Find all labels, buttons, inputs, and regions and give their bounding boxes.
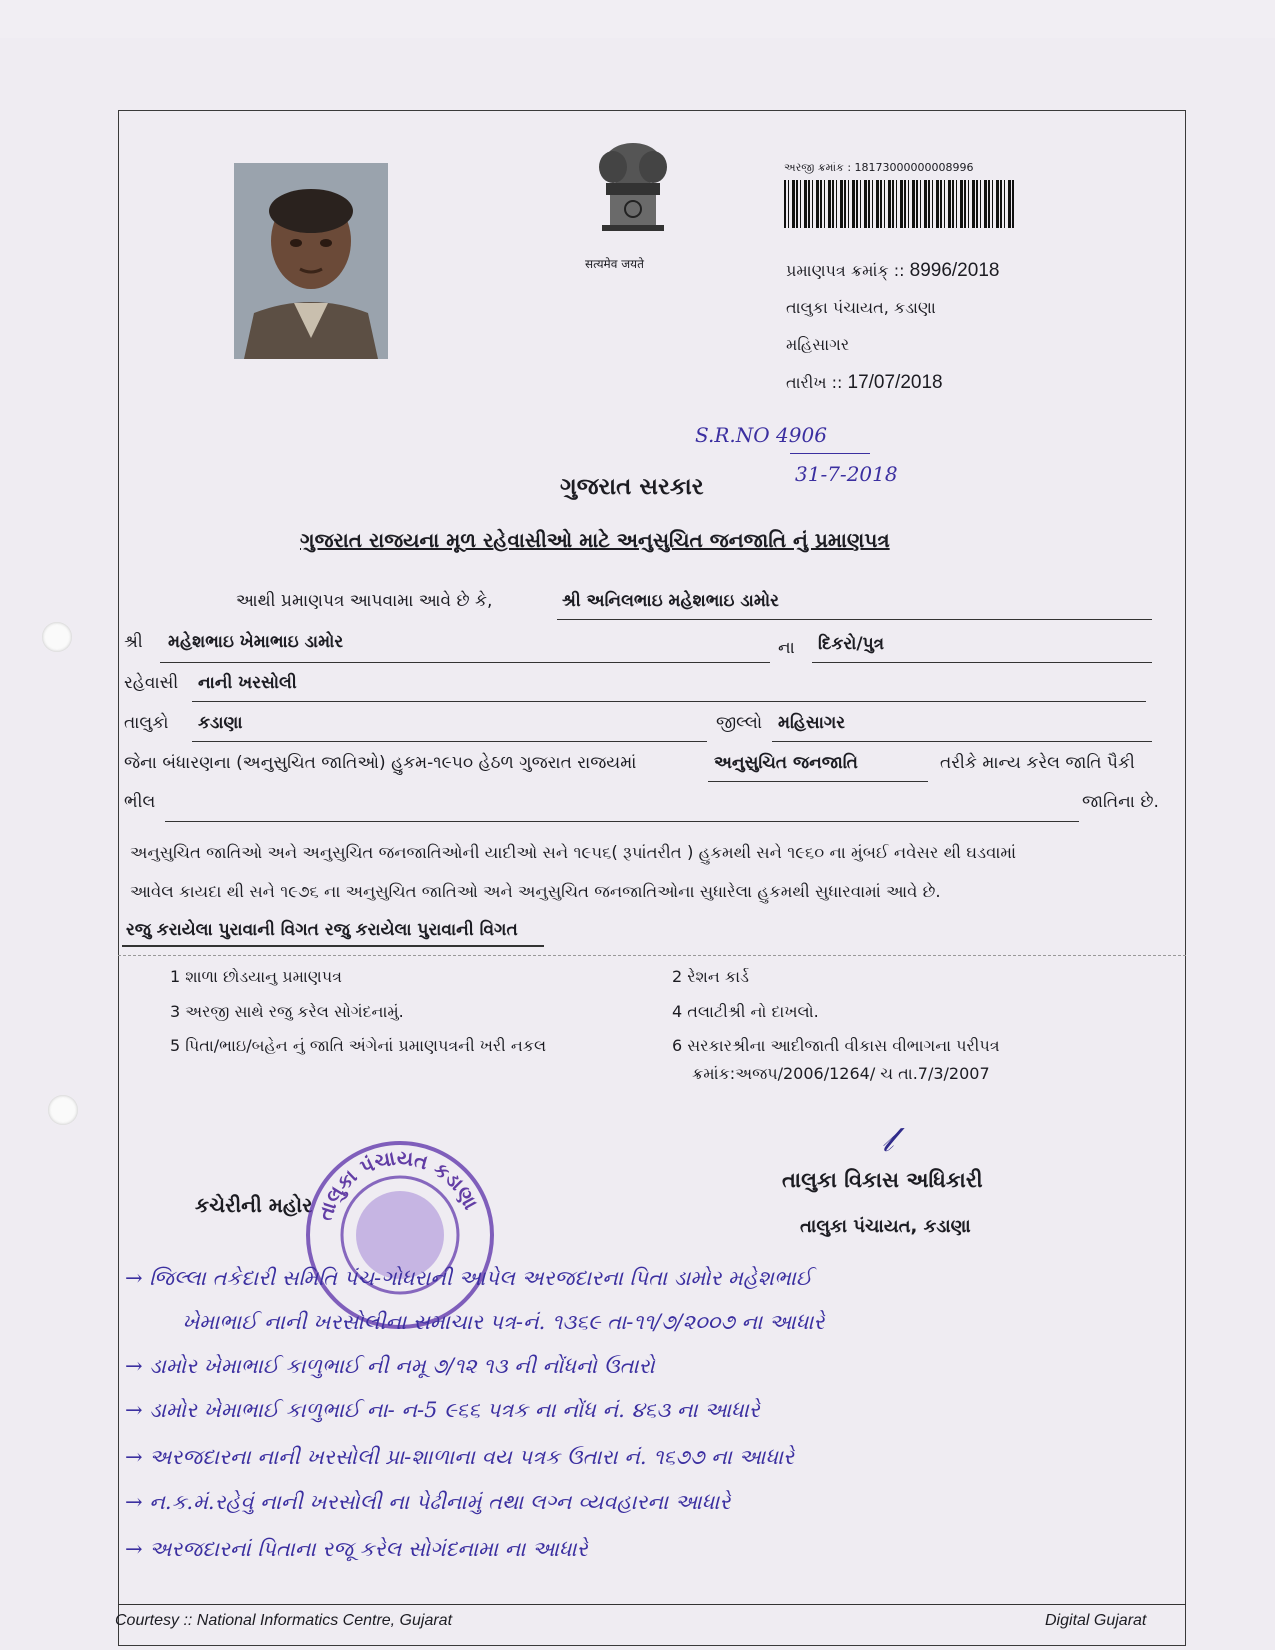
application-number [784, 161, 974, 175]
handwritten-remark: ખેમાભાઈ નાની ખરસોલીના સમાચાર પત્ર-નં. ૧૩૬૯ તા-૧૧/૭/૨૦૦૭ ના આધારે [182, 1310, 825, 1334]
issue-date-label: તારીખ :: [786, 373, 843, 392]
office-seal-label: કચેરીની મહોર [195, 1193, 313, 1217]
issue-date [786, 372, 943, 394]
taluka-value: કડાણા [198, 713, 243, 733]
shri-label: શ્રી [124, 632, 143, 652]
handwritten-remark: → જિલ્લા તકેદારી સમિતિ પંચ-ગોધરાની આપેલ અરજદારના પિતા ડામોર મહેશભાઈ [125, 1266, 813, 1290]
issuing-office: તાલુકા પંચાયત, કડાણા [786, 298, 936, 317]
handwritten-remark: → ડામોર ખેમાભાઈ કાળુભાઈ ની નમૂ ૭/૧૨ ૧૩ ની નોંધનો ઉતારો [125, 1354, 655, 1378]
footer-brand: Digital Gujarat [1045, 1612, 1147, 1629]
caste-suffix: જાતિના છે. [1082, 792, 1159, 812]
evidence-item: 2 રેશન કાર્ડ [672, 967, 749, 986]
officer-designation: તાલુકા વિકાસ અધિકારી [782, 1168, 983, 1192]
evidence-item: 4 તલાટીશ્રી નો દાખલો. [672, 1002, 819, 1021]
application-number-label: અરજી ક્રમાંક : [784, 161, 852, 174]
evidence-heading: રજુ કરાયેલા પુરાવાની વિગત રજુ કરાયેલા પુરાવાની વિગત [126, 920, 518, 940]
handwritten-srno: S.R.NO 4906 [695, 423, 827, 447]
certificate-number-value: 8996/2018 [909, 260, 1000, 281]
legal-paragraph-line2: આવેલ કાયદા થી સને ૧૯૭૬ ના અનુસુચિત જાતિઓ અને અનુસુચિત જનજાતિઓના સુધારેલા હુકમથી સુધારવામાં આવે છે. [130, 882, 941, 901]
certificate-title: ગુજરાત રાજયના મૂળ રહેવાસીઓ માટે અનુસુચિત જનજાતિ નું પ્રમાણપત્ર [300, 528, 890, 552]
residence-label: રહેવાસી [124, 673, 179, 693]
emblem-motto: सत्यमेव जयते [585, 257, 644, 271]
residence-value: નાની ખરસોલી [198, 673, 297, 693]
father-name: મહેશભાઇ ખેમાભાઇ ડામોર [168, 632, 344, 652]
handwritten-remark: → અરજદારના નાની ખરસોલી પ્રા-શાળાના વય પત્રક ઉતારા નં. ૧૬૭૭ ના આધારે [125, 1445, 794, 1469]
caste-value: ભીલ [124, 792, 156, 812]
legal-paragraph-line1: અનુસુચિત જાતિઓ અને અનુસુચિત જનજાતિઓની યાદીઓ સને ૧૯૫૬( રૂપાંતરીત ) હુકમથી સને ૧૯૬૦ ના મુંબઈ નવેસર થી ઘડવામાં [130, 843, 1017, 862]
seal-text: તાલુકા પંચાયત કડાણા [312, 1145, 484, 1224]
taluka-label: તાલુકો [124, 713, 169, 733]
certificate-number-label: પ્રમાણપત્ર ક્રમાંક્ :: [786, 261, 905, 280]
handwritten-remark: → ન.ક.મં.રહેવું નાની ખરસોલી ના પેઢીનામું તથા લગ્ન વ્યવહારના આધારે [125, 1490, 731, 1514]
evidence-item: 3 અરજી સાથે રજુ કરેલ સોગંદનામું. [170, 1002, 404, 1021]
district-value: મહિસાગર [778, 713, 846, 733]
punch-hole [42, 622, 72, 652]
office-seal-stamp [300, 1135, 500, 1335]
officer-signature-mark: 𝓁 [882, 1120, 894, 1160]
handwritten-srno-date: 31-7-2018 [795, 462, 898, 486]
issuing-district: મહિસાગર [786, 335, 850, 354]
officer-office: તાલુકા પંચાયત, કડાણા [800, 1216, 971, 1237]
na-label: ના [778, 638, 795, 658]
applicant-photo [234, 163, 388, 359]
category-value: અનુસુચિત જનજાતિ [714, 753, 858, 773]
evidence-item: 5 પિતા/ભાઇ/બહેન નું જાતિ અંગેનાં પ્રમાણપત્રની ખરી નકલ [170, 1036, 547, 1055]
evidence-item: 6 સરકારશ્રીના આદીજાતી વીકાસ વીભાગના પરીપત્ર [672, 1036, 1000, 1055]
district-label: જીલ્લો [716, 713, 763, 733]
certificate-number [786, 260, 999, 282]
applicant-name: શ્રી અનિલભાઇ મહેશભાઇ ડામોર [562, 591, 779, 611]
footer-courtesy: Courtesy :: National Informatics Centre, Gujarat [115, 1612, 453, 1629]
handwritten-remark: → અરજદારનાં પિતાના રજૂ કરેલ સોગંદનામા ના આધારે [125, 1537, 588, 1561]
barcode [784, 180, 1016, 228]
government-title: ગુજરાત સરકાર [560, 474, 704, 500]
national-emblem-icon [588, 137, 678, 257]
punch-hole [48, 1095, 78, 1125]
intro-label: આથી પ્રમાણપત્ર આપવામા આવે છે કે, [236, 591, 493, 611]
application-number-value: 18173000000008996 [854, 161, 974, 174]
order-text: જેના બંધારણના (અનુસુચિત જાતિઓ) હુકમ-૧૯૫૦ હેઠળ ગુજરાત રાજયમાં [124, 753, 637, 773]
relation: દિકરો/પુત્ર [818, 634, 885, 654]
evidence-item: 1 શાળા છોડયાનુ પ્રમાણપત્ર [170, 967, 342, 986]
issue-date-value: 17/07/2018 [847, 372, 943, 393]
evidence-item: ક્રમાંક:અજપ/2006/1264/ ચ તા.7/3/2007 [692, 1064, 990, 1083]
handwritten-remark: → ડામોર ખેમાભાઈ કાળુભાઈ ના- ન-5 ૯૬૬ પત્રક ના નોંધ નં. ૪૬૩ ના આધારે [125, 1398, 760, 1422]
recognized-text: તરીકે માન્ય કરેલ જાતિ પૈકી [940, 753, 1135, 773]
